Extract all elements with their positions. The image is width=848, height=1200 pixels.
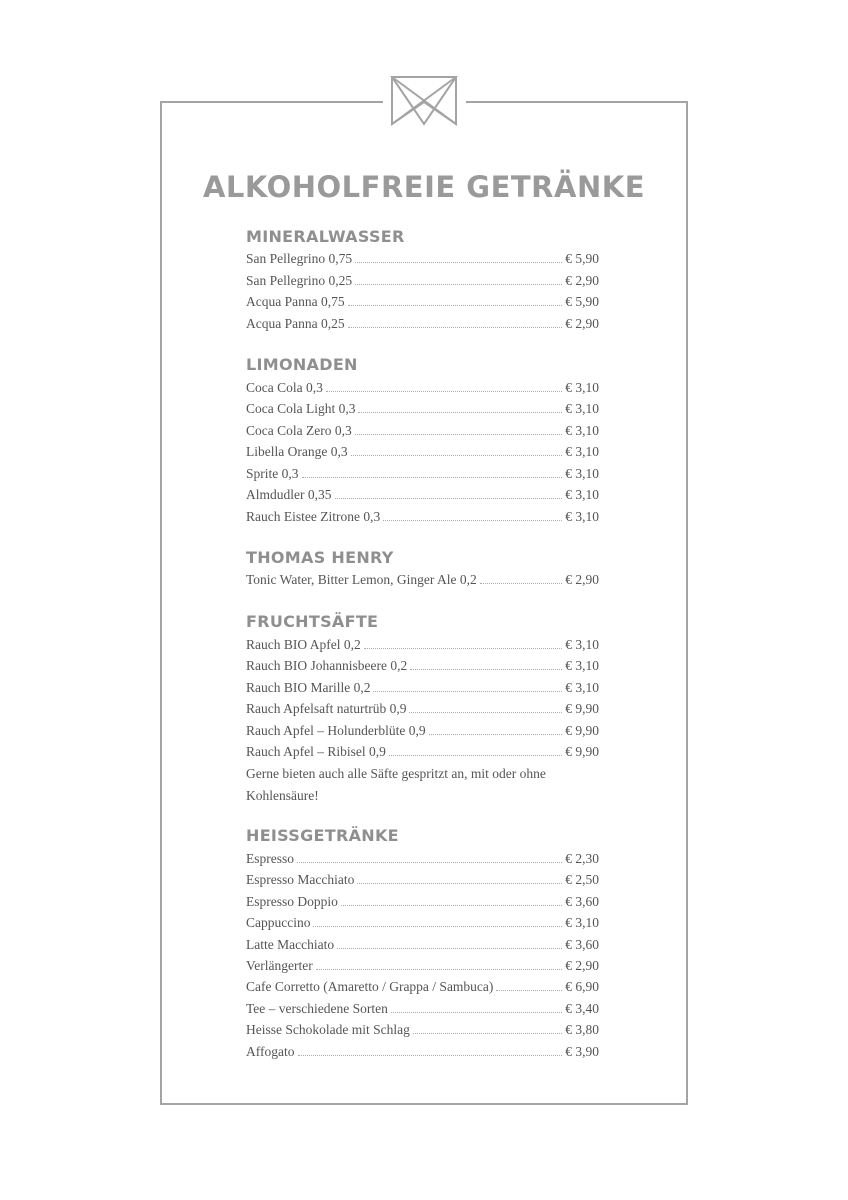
dot-leader bbox=[297, 849, 562, 863]
item-name: Cafe Corretto (Amaretto / Grappa / Sambuca) bbox=[246, 979, 494, 994]
item-name: Rauch BIO Johannisbeere 0,2 bbox=[246, 658, 408, 673]
item-name: Espresso Macchiato bbox=[246, 872, 355, 887]
item-name: San Pellegrino 0,25 bbox=[246, 273, 353, 288]
item-price: € 3,40 bbox=[565, 1001, 599, 1016]
dot-leader bbox=[302, 464, 563, 478]
dot-leader bbox=[383, 507, 562, 521]
menu-item bbox=[246, 378, 599, 398]
item-name: Latte Macchiato bbox=[246, 937, 335, 952]
frame-line-right bbox=[686, 101, 688, 1105]
menu-item bbox=[246, 314, 599, 334]
item-price: € 3,60 bbox=[565, 937, 599, 952]
menu-item bbox=[246, 399, 599, 419]
item-name: Sprite 0,3 bbox=[246, 466, 299, 481]
menu-item bbox=[246, 977, 599, 997]
menu-item bbox=[246, 421, 599, 441]
menu-item bbox=[246, 1042, 599, 1062]
item-name: Almdudler 0,35 bbox=[246, 487, 332, 502]
menu-item bbox=[246, 956, 599, 976]
item-price: € 3,90 bbox=[565, 1044, 599, 1059]
dot-leader bbox=[355, 271, 562, 285]
item-name: Rauch Apfel – Ribisel 0,9 bbox=[246, 744, 386, 759]
bowtie-logo-icon bbox=[388, 72, 460, 128]
section-title-thomas-henry: THOMAS HENRY bbox=[246, 548, 394, 567]
item-name: Acqua Panna 0,75 bbox=[246, 294, 345, 309]
dot-leader bbox=[358, 399, 562, 413]
item-price: € 3,10 bbox=[565, 680, 599, 695]
item-price: € 2,50 bbox=[565, 872, 599, 887]
item-name: Rauch Apfelsaft naturtrüb 0,9 bbox=[246, 701, 407, 716]
item-price: € 2,90 bbox=[565, 316, 599, 331]
dot-leader bbox=[298, 1042, 563, 1056]
section-title-heissgetraenke: HEISSGETRÄNKE bbox=[246, 826, 399, 845]
section-title-fruchtsaefte: FRUCHTSÄFTE bbox=[246, 612, 379, 631]
item-name: Espresso bbox=[246, 851, 294, 866]
menu-item bbox=[246, 678, 599, 698]
menu-item bbox=[246, 249, 599, 269]
item-price: € 9,90 bbox=[565, 744, 599, 759]
item-name: Cappuccino bbox=[246, 915, 311, 930]
menu-item bbox=[246, 1020, 599, 1040]
menu-item bbox=[246, 892, 599, 912]
dot-leader bbox=[357, 870, 562, 884]
dot-leader bbox=[313, 913, 562, 927]
dot-leader bbox=[413, 1020, 562, 1034]
menu-item bbox=[246, 442, 599, 462]
dot-leader bbox=[348, 314, 563, 328]
dot-leader bbox=[429, 721, 563, 735]
menu-item bbox=[246, 913, 599, 933]
menu-item bbox=[246, 849, 599, 869]
menu-title: ALKOHOLFREIE GETRÄNKE bbox=[202, 170, 646, 204]
dot-leader bbox=[391, 999, 562, 1013]
item-price: € 6,90 bbox=[565, 979, 599, 994]
item-price: € 3,10 bbox=[565, 380, 599, 395]
frame-line-top-right bbox=[466, 101, 688, 103]
item-price: € 3,10 bbox=[565, 466, 599, 481]
item-name: Heisse Schokolade mit Schlag bbox=[246, 1022, 410, 1037]
item-price: € 5,90 bbox=[565, 294, 599, 309]
item-price: € 3,80 bbox=[565, 1022, 599, 1037]
section-note: Gerne bieten auch alle Säfte gespritzt an, mit oder ohne Kohlensäure! bbox=[246, 766, 546, 803]
dot-leader bbox=[480, 570, 563, 584]
menu-item bbox=[246, 870, 599, 890]
item-price: € 3,10 bbox=[565, 444, 599, 459]
section-title-mineralwasser: MINERALWASSER bbox=[246, 227, 405, 246]
menu-item bbox=[246, 635, 599, 655]
item-price: € 3,10 bbox=[565, 487, 599, 502]
dot-leader bbox=[351, 442, 563, 456]
menu-item bbox=[246, 271, 599, 291]
frame-line-bottom bbox=[161, 1103, 688, 1105]
menu-item bbox=[246, 464, 599, 484]
dot-leader bbox=[409, 699, 562, 713]
dot-leader bbox=[335, 485, 563, 499]
item-name: Coca Cola 0,3 bbox=[246, 380, 323, 395]
menu-item bbox=[246, 507, 599, 527]
frame-line-top-left bbox=[161, 101, 383, 103]
item-price: € 9,90 bbox=[565, 701, 599, 716]
dot-leader bbox=[355, 421, 563, 435]
item-price: € 3,10 bbox=[565, 658, 599, 673]
dot-leader bbox=[373, 678, 562, 692]
dot-leader bbox=[496, 977, 562, 991]
item-name: Affogato bbox=[246, 1044, 295, 1059]
menu-item bbox=[246, 292, 599, 312]
dot-leader bbox=[316, 956, 563, 970]
item-name: Tonic Water, Bitter Lemon, Ginger Ale 0,2 bbox=[246, 572, 477, 587]
item-name: Rauch Eistee Zitrone 0,3 bbox=[246, 509, 381, 524]
section-title-limonaden: LIMONADEN bbox=[246, 355, 358, 374]
item-price: € 3,10 bbox=[565, 509, 599, 524]
menu-item bbox=[246, 999, 599, 1019]
item-name: Verlängerter bbox=[246, 958, 313, 973]
dot-leader bbox=[341, 892, 562, 906]
item-price: € 3,10 bbox=[565, 637, 599, 652]
frame-line-left bbox=[160, 101, 162, 1105]
menu-item bbox=[246, 742, 599, 762]
item-name: Rauch BIO Apfel 0,2 bbox=[246, 637, 361, 652]
item-price: € 2,90 bbox=[565, 958, 599, 973]
item-price: € 3,10 bbox=[565, 401, 599, 416]
item-price: € 5,90 bbox=[565, 251, 599, 266]
dot-leader bbox=[337, 935, 562, 949]
dot-leader bbox=[364, 635, 563, 649]
dot-leader bbox=[389, 742, 562, 756]
item-price: € 3,60 bbox=[565, 894, 599, 909]
item-price: € 2,90 bbox=[565, 572, 599, 587]
item-name: Rauch BIO Marille 0,2 bbox=[246, 680, 371, 695]
menu-item bbox=[246, 570, 599, 590]
menu-item bbox=[246, 656, 599, 676]
item-name: Coca Cola Light 0,3 bbox=[246, 401, 356, 416]
item-price: € 3,10 bbox=[565, 423, 599, 438]
item-name: San Pellegrino 0,75 bbox=[246, 251, 353, 266]
item-price: € 2,30 bbox=[565, 851, 599, 866]
item-name: Acqua Panna 0,25 bbox=[246, 316, 345, 331]
dot-leader bbox=[326, 378, 562, 392]
menu-item bbox=[246, 485, 599, 505]
item-price: € 2,90 bbox=[565, 273, 599, 288]
item-price: € 9,90 bbox=[565, 723, 599, 738]
item-name: Libella Orange 0,3 bbox=[246, 444, 348, 459]
item-name: Rauch Apfel – Holunderblüte 0,9 bbox=[246, 723, 426, 738]
menu-item bbox=[246, 935, 599, 955]
dot-leader bbox=[410, 656, 562, 670]
item-name: Coca Cola Zero 0,3 bbox=[246, 423, 352, 438]
dot-leader bbox=[348, 292, 563, 306]
item-price: € 3,10 bbox=[565, 915, 599, 930]
menu-item bbox=[246, 721, 599, 741]
item-name: Tee – verschiedene Sorten bbox=[246, 1001, 388, 1016]
item-name: Espresso Doppio bbox=[246, 894, 338, 909]
dot-leader bbox=[355, 249, 562, 263]
menu-item bbox=[246, 699, 599, 719]
